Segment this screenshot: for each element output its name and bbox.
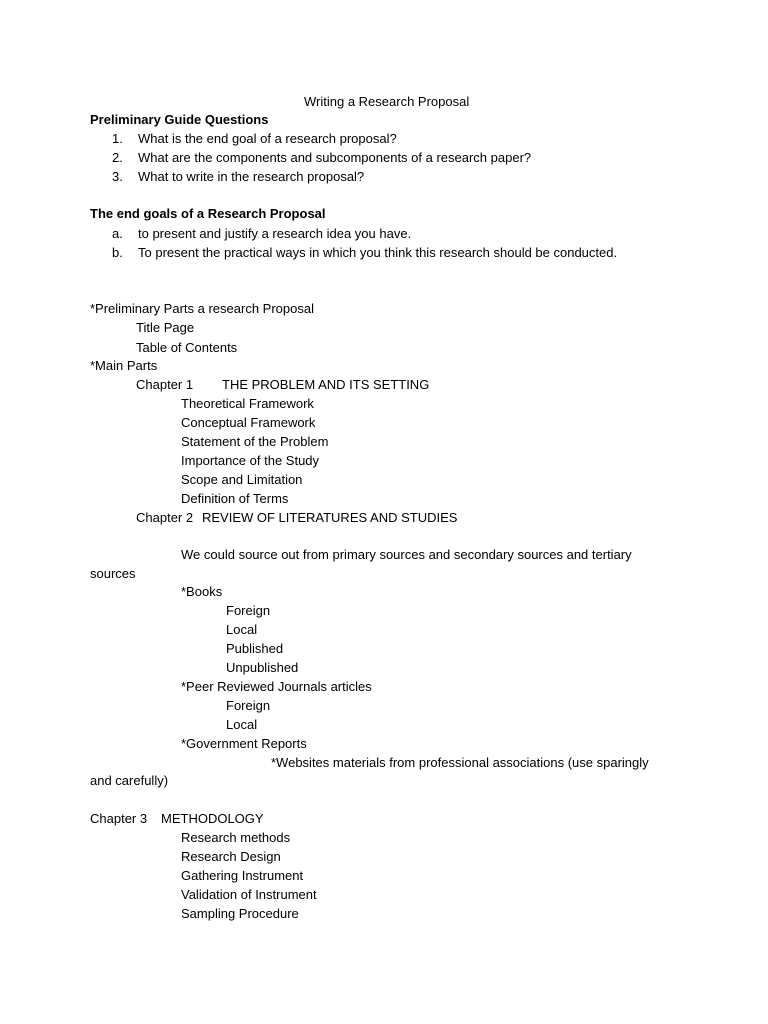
list-text: What to write in the research proposal? — [138, 169, 365, 184]
chapter3-title: METHODOLOGY — [161, 811, 264, 826]
list-marker: b. — [112, 245, 123, 260]
preliminary-item: Title Page — [136, 320, 195, 335]
books-item: Published — [226, 641, 284, 656]
chapter3-item: Sampling Procedure — [181, 906, 299, 921]
chapter1-item: Statement of the Problem — [181, 434, 329, 449]
chapter3-item: Research methods — [181, 830, 291, 845]
chapter1-item: Definition of Terms — [181, 491, 289, 506]
list-text: What are the components and subcomponents of a research paper? — [138, 150, 532, 165]
books-item: Unpublished — [226, 660, 299, 675]
chapter3-item: Research Design — [181, 849, 281, 864]
books-item: Foreign — [226, 603, 271, 618]
books-item: Local — [226, 622, 258, 637]
list-marker: 3. — [112, 169, 123, 184]
chapter2-paragraph: We could source out from primary sources and secondary sources and tertiary — [181, 547, 632, 562]
journals-item: Local — [226, 717, 258, 732]
chapter2-label: Chapter 2 — [136, 510, 194, 525]
list-text: What is the end goal of a research proposal? — [138, 131, 397, 146]
list-text: to present and justify a research idea you have. — [138, 226, 412, 241]
chapter2-paragraph-cont: sources — [90, 566, 136, 581]
preliminary-heading: *Preliminary Parts a research Proposal — [90, 301, 314, 316]
list-marker: 2. — [112, 150, 123, 165]
books-label: *Books — [181, 584, 223, 599]
journals-label: *Peer Reviewed Journals articles — [181, 679, 372, 694]
chapter1-label: Chapter 1 — [136, 377, 194, 392]
websites-note-cont: and carefully) — [90, 773, 169, 788]
goals-heading: The end goals of a Research Proposal — [90, 206, 326, 221]
preliminary-item: Table of Contents — [136, 340, 238, 355]
guide-heading: Preliminary Guide Questions — [90, 112, 269, 127]
chapter1-item: Importance of the Study — [181, 453, 320, 468]
list-marker: 1. — [112, 131, 123, 146]
main-parts-heading: *Main Parts — [90, 358, 158, 373]
list-text: To present the practical ways in which you think this research should be conducted. — [138, 245, 618, 260]
chapter2-title: REVIEW OF LITERATURES AND STUDIES — [202, 510, 458, 525]
chapter1-item: Theoretical Framework — [181, 396, 314, 411]
chapter3-label: Chapter 3 — [90, 811, 148, 826]
chapter3-item: Gathering Instrument — [181, 868, 304, 883]
websites-note: *Websites materials from professional associations (use sparingly — [271, 755, 649, 770]
journals-item: Foreign — [226, 698, 271, 713]
chapter1-item: Scope and Limitation — [181, 472, 303, 487]
government-reports: *Government Reports — [181, 736, 307, 751]
chapter1-title: THE PROBLEM AND ITS SETTING — [222, 377, 430, 392]
list-marker: a. — [112, 226, 123, 241]
chapter1-item: Conceptual Framework — [181, 415, 316, 430]
chapter3-item: Validation of Instrument — [181, 887, 317, 902]
document-title: Writing a Research Proposal — [304, 94, 470, 109]
